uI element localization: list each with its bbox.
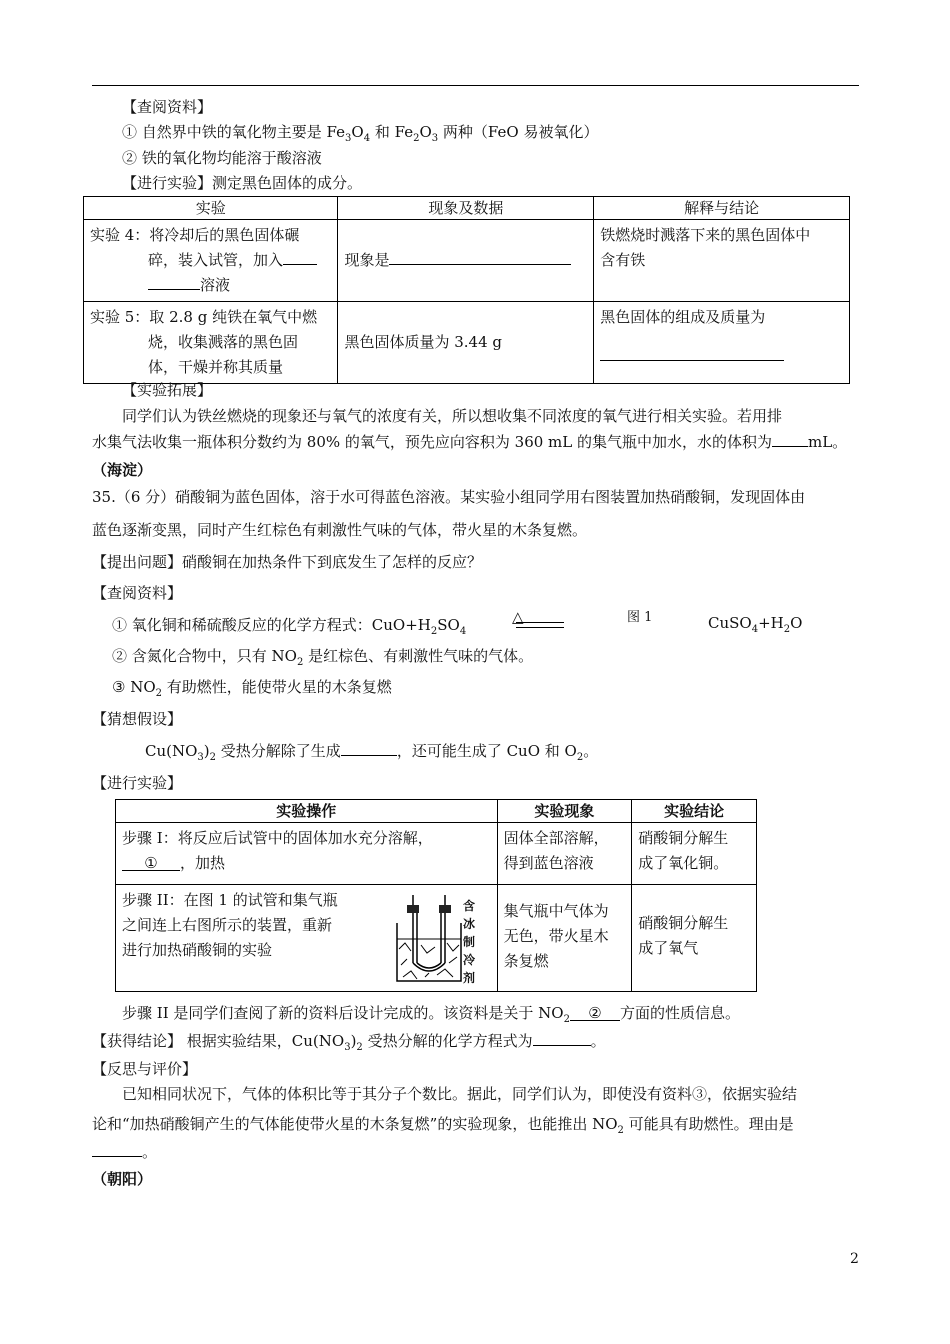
reflection-heading: 【反思与评价】 bbox=[92, 1060, 198, 1078]
ref-item-1: ① 自然界中铁的氧化物主要是 $Fe_3O_4$ 和 $Fe_2O_3$ 两种（FeO 易被氧化） bbox=[122, 123, 599, 144]
table-cell: 实验 5：取 2.8 g 纯铁在氧气中燃 烧，收集溅落的黑色固 体，干燥并称其质量 bbox=[84, 302, 338, 384]
table-header: 实验结论 bbox=[632, 800, 757, 823]
hypothesis-heading: 【猜想假设】 bbox=[92, 710, 183, 728]
table-cell: 步骤 I：将反应后试管中的固体加水充分溶解， ① ，加热 bbox=[116, 823, 498, 885]
table-cell: 集气瓶中气体为 无色，带火星木 条复燃 bbox=[497, 885, 632, 992]
step2-note: 步骤 II 是同学们查阅了新的资料后设计完成的。该资料是关于 $NO_2$ ② 方面的性质信息。 bbox=[122, 1004, 740, 1025]
extension-heading: 【实验拓展】 bbox=[122, 381, 213, 399]
heat-symbol: △ bbox=[512, 608, 524, 626]
table-row bbox=[116, 885, 757, 992]
reflection-text-1: 已知相同状况下，气体的体积比等于其分子个数比。据此，同学们认为，即使没有资料③，依据实验结 bbox=[122, 1085, 798, 1103]
table-header-row bbox=[116, 800, 757, 823]
source-haidian: （海淀） bbox=[92, 461, 153, 479]
reflection-text-3: 。 bbox=[92, 1141, 157, 1162]
q35-ref-2: ② 含氮化合物中，只有 $NO_2$ 是红棕色、有刺激性气味的气体。 bbox=[112, 647, 534, 668]
page-number: 2 bbox=[850, 1251, 859, 1267]
source-chaoyang: （朝阳） bbox=[92, 1170, 153, 1188]
hypothesis-text: $Cu(NO_3)_2$ 受热分解除了生成 ，还可能生成了 CuO 和 $O_2$。 bbox=[145, 742, 599, 763]
q35-intro-1: 35.（6 分）硝酸铜为蓝色固体，溶于水可得蓝色溶液。某实验小组同学用右图装置加热硝酸铜，发现固体由 bbox=[92, 488, 806, 506]
equation-equals bbox=[516, 622, 564, 628]
q35-ref-1-rhs: $CuSO_4+H_2O$ bbox=[708, 614, 803, 635]
q35-ref-1: ① 氧化铜和稀硫酸反应的化学方程式：$CuO+H_2SO_4$ bbox=[112, 616, 467, 637]
table-cell: 固体全部溶解， 得到蓝色溶液 bbox=[497, 823, 632, 885]
reflection-text-2: 论和“加热硝酸铜产生的气体能使带火星的木条复燃”的实验现象，也能推出 $NO_2$ 可能具有助燃性。理由是 bbox=[92, 1115, 794, 1136]
header-rule bbox=[92, 85, 859, 86]
cooling-apparatus-illustration bbox=[391, 893, 469, 985]
table-cell: 现象是 bbox=[338, 220, 594, 302]
q35-ref-heading: 【查阅资料】 bbox=[92, 584, 183, 602]
table-cell: 黑色固体的组成及质量为 bbox=[594, 302, 850, 384]
table-header: 实验现象 bbox=[497, 800, 632, 823]
table-cell: 黑色固体质量为 3.44 g bbox=[338, 302, 594, 384]
table-header: 实验 bbox=[84, 197, 338, 220]
table-row bbox=[116, 823, 757, 885]
extension-text-2: 水集气法收集一瓶体积分数约为 80% 的氧气，预先应向容积为 360 mL 的集气瓶中加水，水的体积为 mL。 bbox=[92, 433, 848, 451]
q35-intro-2: 蓝色逐渐变黑，同时产生红棕色有刺激性气味的气体，带火星的木条复燃。 bbox=[92, 521, 588, 539]
q35-ref-3: ③ $NO_2$ 有助燃性，能使带火星的木条复燃 bbox=[112, 678, 392, 699]
q35-question: 【提出问题】硝酸铜在加热条件下到底发生了怎样的反应？ bbox=[92, 553, 483, 571]
table-cell: 硝酸铜分解生 成了氧气 bbox=[632, 885, 757, 992]
ref-heading: 【查阅资料】 bbox=[122, 98, 213, 116]
experiment-heading: 【进行实验】测定黑色固体的成分。 bbox=[122, 174, 363, 192]
table-cell: 铁燃烧时溅落下来的黑色固体中 含有铁 bbox=[594, 220, 850, 302]
q35-experiment-heading: 【进行实验】 bbox=[92, 774, 183, 792]
extension-text-1: 同学们认为铁丝燃烧的现象还与氧气的浓度有关，所以想收集不同浓度的氧气进行相关实验。若用排 bbox=[122, 407, 783, 425]
table-cell: 实验 4：将冷却后的黑色固体碾 碎，装入试管，加入 溶液 bbox=[84, 220, 338, 302]
table-header: 解释与结论 bbox=[594, 197, 850, 220]
table-cell: 步骤 II：在图 1 的试管和集气瓶 之间连上右图所示的装置，重新 进行加热硝酸铜的实验 含 冰 制 冷 剂 bbox=[116, 885, 498, 992]
table-row bbox=[84, 302, 850, 384]
conclusion: 【获得结论】 根据实验结果，$Cu(NO_3)_2$ 受热分解的化学方程式为 。 bbox=[92, 1032, 606, 1053]
ice-coolant-label: 含 冰 制 冷 剂 bbox=[462, 899, 475, 985]
table-header: 实验操作 bbox=[116, 800, 498, 823]
table-cell: 硝酸铜分解生 成了氧化铜。 bbox=[632, 823, 757, 885]
ref-item-2: ② 铁的氧化物均能溶于酸溶液 bbox=[122, 149, 322, 167]
table-row bbox=[84, 220, 850, 302]
table-header: 现象及数据 bbox=[338, 197, 594, 220]
figure-1-label: 图 1 bbox=[627, 610, 653, 625]
experiment-table-2 bbox=[115, 799, 757, 992]
table-header-row bbox=[84, 197, 850, 220]
experiment-table-1 bbox=[83, 196, 850, 384]
